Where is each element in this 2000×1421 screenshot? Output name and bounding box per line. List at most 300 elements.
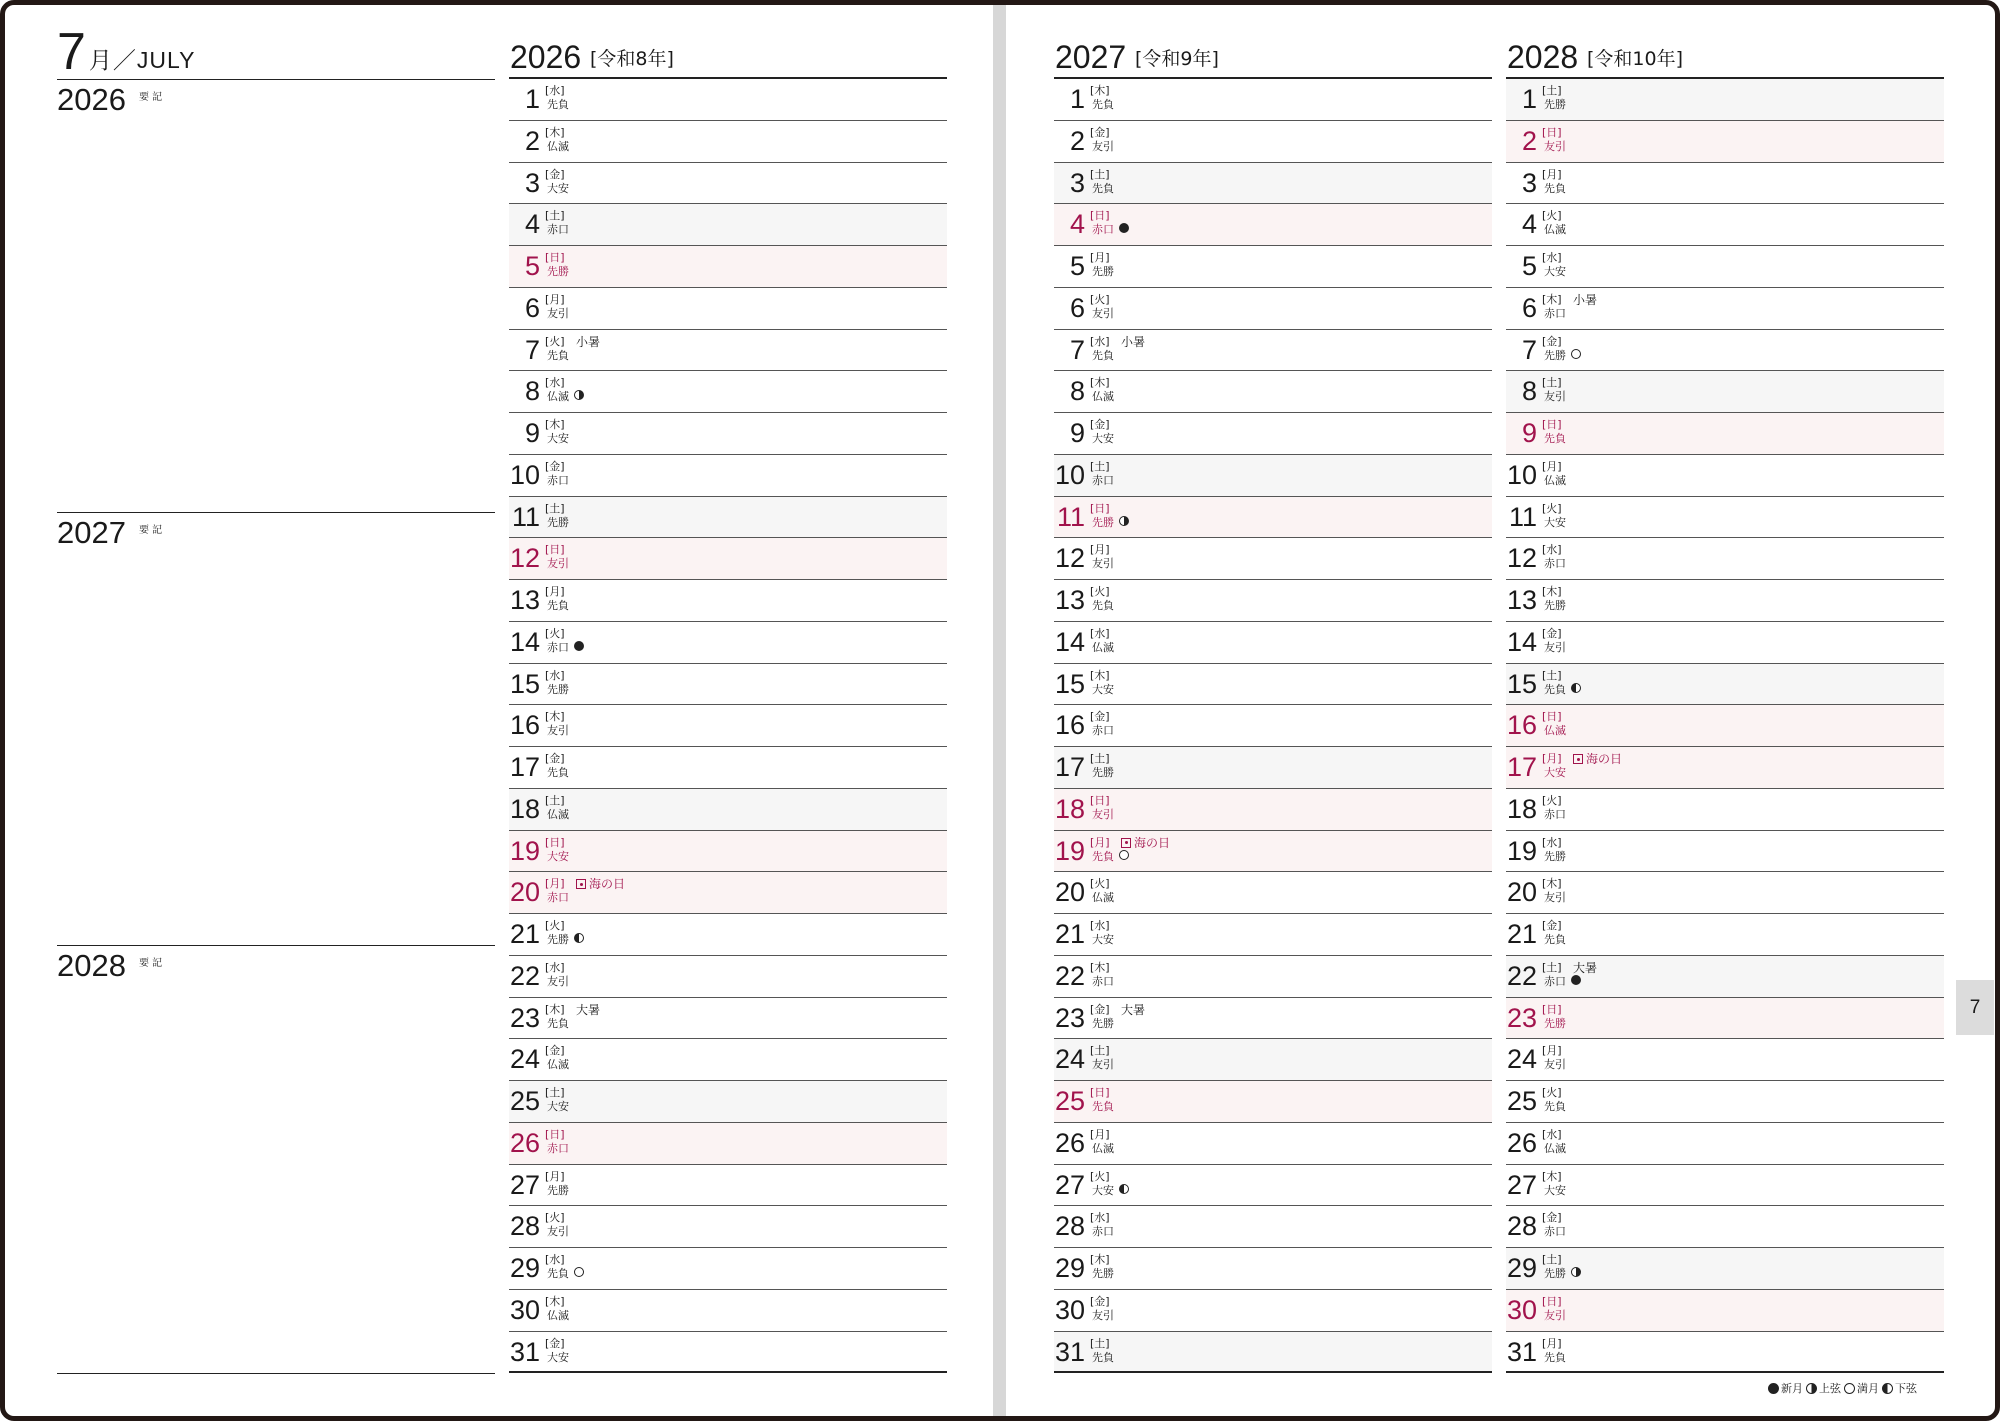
weekday: [水] [1090, 1211, 1110, 1225]
day-number: 25 [1054, 1086, 1085, 1116]
seasonal-term [1121, 1003, 1145, 1017]
day-row[interactable] [509, 1206, 947, 1248]
day-number: 23 [1054, 1002, 1085, 1033]
rokuyo: 大安 [1544, 265, 1566, 278]
rokuyo: 赤口 [547, 1141, 569, 1155]
rokuyo: 友引 [1544, 390, 1566, 404]
day-row[interactable] [1054, 246, 1492, 288]
first-quarter-moon-icon [1571, 1267, 1581, 1277]
weekday: [日] [545, 1127, 565, 1141]
day-row[interactable] [509, 246, 947, 288]
first-quarter-moon-icon [574, 390, 584, 400]
day-row[interactable] [509, 413, 947, 455]
day-number: 26 [509, 1127, 540, 1158]
day-row[interactable] [1054, 998, 1492, 1040]
day-row[interactable] [1054, 121, 1492, 163]
weekday: [火] [1542, 793, 1562, 807]
day-row[interactable] [1054, 664, 1492, 706]
column-header [1054, 40, 1492, 79]
day-number: 28 [509, 1211, 540, 1242]
rokuyo: 友引 [1092, 139, 1114, 153]
day-row[interactable] [1506, 914, 1944, 956]
rokuyo: 赤口 [1092, 1225, 1114, 1239]
weekday: [火] [545, 1211, 565, 1225]
day-row[interactable] [1506, 998, 1944, 1040]
weekday: [日] [545, 835, 565, 849]
weekday: [土] [1090, 459, 1110, 473]
day-row[interactable] [509, 747, 947, 789]
rokuyo: 先勝 [1092, 1016, 1114, 1030]
day-row[interactable] [1506, 1039, 1944, 1081]
day-row[interactable] [1054, 1081, 1492, 1123]
day-row[interactable] [509, 204, 947, 246]
day-number: 20 [1054, 877, 1085, 908]
day-row[interactable] [1054, 163, 1492, 205]
rokuyo: 友引 [547, 1225, 569, 1239]
day-row[interactable] [1506, 1332, 1944, 1374]
rokuyo: 先勝 [547, 1183, 569, 1197]
day-row[interactable] [509, 79, 947, 121]
day-row[interactable] [1054, 204, 1492, 246]
weekday: [土] [1542, 1253, 1562, 1266]
day-row[interactable] [509, 1290, 947, 1332]
day-row[interactable] [509, 1081, 947, 1123]
rokuyo: 先負 [1092, 849, 1114, 863]
legend-label: 上弦 [1819, 1382, 1841, 1395]
day-number: 19 [1506, 835, 1537, 866]
weekday: [火] [1090, 877, 1110, 891]
day-row[interactable] [1506, 664, 1944, 706]
day-row[interactable] [509, 622, 947, 664]
day-row[interactable] [509, 1248, 947, 1290]
day-row[interactable] [1054, 622, 1492, 664]
day-number: 23 [1506, 1002, 1537, 1033]
weekday: [水] [545, 1253, 565, 1266]
event-text: 海の日 [589, 877, 626, 892]
rokuyo: 赤口 [547, 473, 569, 487]
day-row[interactable] [1506, 246, 1944, 288]
day-row[interactable] [509, 538, 947, 580]
rokuyo: 先負 [1092, 348, 1114, 362]
rokuyo: 先負 [1544, 1100, 1566, 1113]
day-row[interactable] [509, 163, 947, 205]
event-text: 大暑 [576, 1002, 601, 1017]
weekday: [木] [1090, 668, 1110, 682]
month-index-tab[interactable]: 7 [1956, 980, 1994, 1035]
day-number: 14 [509, 626, 540, 657]
day-number: 4 [1069, 209, 1085, 240]
day-row[interactable] [1054, 413, 1492, 455]
day-row[interactable] [509, 1165, 947, 1207]
legend-item [1806, 1380, 1841, 1396]
day-number: 15 [1054, 668, 1085, 699]
day-number: 24 [509, 1044, 540, 1075]
rokuyo: 赤口 [1544, 1225, 1566, 1239]
day-number: 16 [1054, 710, 1085, 741]
day-row[interactable] [1506, 538, 1944, 580]
national-holiday-icon [1121, 838, 1131, 848]
day-row[interactable] [1054, 831, 1492, 873]
weekday: [火] [1090, 292, 1110, 306]
day-row[interactable] [1506, 1123, 1944, 1165]
national-holiday-icon [1573, 754, 1583, 764]
day-row[interactable] [1506, 580, 1944, 622]
day-row[interactable] [1506, 455, 1944, 497]
day-number: 12 [509, 543, 540, 574]
day-number: 10 [509, 459, 540, 490]
day-row[interactable] [1506, 1290, 1944, 1332]
day-number: 3 [1069, 167, 1085, 198]
notes-section-2027[interactable] [57, 512, 495, 945]
first-quarter-moon-icon [1806, 1383, 1817, 1394]
weekday: [木] [545, 1002, 565, 1016]
column-era: [令和9年] [1135, 48, 1219, 70]
rokuyo: 仏滅 [1092, 891, 1114, 905]
day-number: 13 [509, 585, 540, 615]
month-number: 7 [57, 23, 86, 81]
day-row[interactable] [509, 371, 947, 413]
rokuyo: 大安 [547, 432, 569, 445]
day-number: 27 [1506, 1169, 1537, 1200]
day-number: 27 [1054, 1169, 1085, 1200]
day-row[interactable] [1506, 371, 1944, 413]
day-number: 21 [1054, 919, 1085, 949]
rokuyo: 先負 [1544, 432, 1566, 445]
rokuyo: 仏滅 [547, 139, 569, 153]
full-moon-icon [1571, 349, 1581, 359]
event-text: 海の日 [1586, 752, 1623, 766]
weekday: [金] [1090, 418, 1110, 431]
weekday: [月] [545, 877, 565, 891]
day-row[interactable] [1506, 204, 1944, 246]
rokuyo: 先負 [1544, 1350, 1566, 1364]
notes-bottom-rule [57, 1373, 495, 1374]
notes-section-2028[interactable] [57, 945, 495, 1378]
seasonal-term [1121, 335, 1145, 349]
weekday: [火] [545, 919, 565, 932]
weekday: [木] [1542, 877, 1562, 891]
rokuyo: 赤口 [1544, 557, 1566, 571]
day-row[interactable] [1054, 872, 1492, 914]
day-number: 24 [1054, 1044, 1085, 1075]
day-row[interactable] [1506, 956, 1944, 998]
rokuyo: 友引 [1092, 1058, 1114, 1072]
event-text: 大暑 [1573, 960, 1598, 975]
day-row[interactable] [509, 831, 947, 873]
new-moon-icon [574, 641, 584, 651]
notes-year: 2028 [57, 948, 126, 983]
weekday: [金] [545, 752, 565, 765]
weekday: [金] [1090, 125, 1110, 139]
day-row[interactable] [1054, 1332, 1492, 1374]
day-row[interactable] [509, 455, 947, 497]
rokuyo: 赤口 [1092, 724, 1114, 738]
rokuyo: 大安 [547, 1350, 569, 1364]
day-number: 5 [1069, 251, 1085, 281]
day-row[interactable] [1506, 1248, 1944, 1290]
day-row[interactable] [1506, 622, 1944, 664]
rokuyo: 大安 [1544, 766, 1566, 779]
event-text: 海の日 [1134, 835, 1171, 850]
day-row[interactable] [1506, 872, 1944, 914]
rokuyo: 先負 [547, 98, 569, 111]
day-number: 4 [1521, 209, 1537, 240]
day-row[interactable] [1506, 1206, 1944, 1248]
day-number: 14 [1506, 626, 1537, 657]
day-row[interactable] [1054, 538, 1492, 580]
day-row[interactable] [1054, 1123, 1492, 1165]
rokuyo: 先勝 [547, 933, 569, 946]
column-year: 2026 [510, 39, 582, 75]
notes-year: 2026 [57, 82, 126, 117]
day-number: 16 [509, 710, 540, 741]
day-row[interactable] [1054, 1290, 1492, 1332]
rokuyo: 先勝 [547, 682, 569, 696]
book-spine [993, 5, 1006, 1416]
weekday: [木] [1542, 1169, 1562, 1183]
day-row[interactable] [509, 872, 947, 914]
rokuyo: 友引 [547, 557, 569, 571]
seasonal-term [576, 1003, 600, 1017]
weekday: [土] [1542, 84, 1562, 97]
legend-label: 満月 [1857, 1382, 1879, 1395]
weekday: [木] [545, 125, 565, 139]
rokuyo: 友引 [547, 306, 569, 320]
day-number: 17 [509, 752, 540, 782]
day-number: 26 [1506, 1127, 1537, 1158]
rokuyo: 友引 [1092, 557, 1114, 571]
weekday: [金] [1542, 919, 1562, 932]
rokuyo: 友引 [547, 724, 569, 738]
day-number: 6 [1069, 292, 1085, 323]
day-row[interactable] [509, 789, 947, 831]
day-number: 1 [1521, 84, 1537, 114]
day-row[interactable] [1506, 121, 1944, 163]
day-row[interactable] [1506, 497, 1944, 539]
day-row[interactable] [1054, 1165, 1492, 1207]
day-row[interactable] [1506, 1165, 1944, 1207]
rokuyo: 先負 [547, 766, 569, 779]
rokuyo: 大安 [1544, 515, 1566, 529]
day-row[interactable] [509, 914, 947, 956]
full-moon-icon [1844, 1383, 1855, 1394]
day-number: 5 [524, 251, 540, 281]
notes-section-2026[interactable] [57, 79, 495, 512]
day-row[interactable] [1506, 413, 1944, 455]
day-number: 14 [1054, 626, 1085, 657]
weekday: [水] [1542, 835, 1562, 849]
day-number: 27 [509, 1169, 540, 1200]
legend-label: 新月 [1781, 1382, 1803, 1395]
weekday: [水] [545, 960, 565, 974]
day-row[interactable] [1054, 371, 1492, 413]
weekday: [火] [1542, 1086, 1562, 1099]
rokuyo: 先勝 [1544, 98, 1566, 111]
day-row[interactable] [1506, 79, 1944, 121]
day-row[interactable] [1054, 79, 1492, 121]
day-number: 19 [1054, 835, 1085, 866]
day-number: 5 [1521, 251, 1537, 281]
rokuyo: 先負 [1092, 1100, 1114, 1113]
day-number: 11 [1056, 501, 1085, 532]
day-number: 28 [1054, 1211, 1085, 1242]
weekday: [月] [1542, 459, 1562, 473]
event-text: 小暑 [1573, 292, 1598, 307]
day-row[interactable] [1054, 956, 1492, 998]
weekday: [土] [545, 501, 565, 515]
weekday: [土] [545, 209, 565, 223]
day-row[interactable] [1054, 330, 1492, 372]
weekday: [水] [1090, 626, 1110, 640]
day-number: 19 [509, 835, 540, 866]
day-row[interactable] [1054, 705, 1492, 747]
day-row[interactable] [1054, 288, 1492, 330]
rokuyo: 先勝 [1092, 766, 1114, 779]
rokuyo: 友引 [1092, 807, 1114, 821]
weekday: [日] [1090, 209, 1110, 223]
day-number: 2 [524, 125, 540, 156]
weekday: [木] [1090, 376, 1110, 390]
day-number: 21 [1506, 919, 1537, 949]
weekday: [木] [1542, 585, 1562, 598]
weekday: [火] [545, 626, 565, 640]
day-row[interactable] [1054, 789, 1492, 831]
holiday-name [576, 877, 625, 891]
day-number: 8 [1521, 376, 1537, 407]
day-number: 7 [1069, 334, 1085, 365]
day-number: 29 [509, 1253, 540, 1283]
weekday: [土] [1542, 376, 1562, 390]
day-number: 30 [1054, 1294, 1085, 1325]
day-row[interactable] [509, 1332, 947, 1374]
weekday: [月] [1090, 251, 1110, 264]
rokuyo: 大安 [547, 849, 569, 863]
rokuyo: 赤口 [1092, 473, 1114, 487]
day-row[interactable] [1506, 288, 1944, 330]
rokuyo: 先勝 [1544, 1267, 1566, 1280]
weekday: [金] [1090, 1002, 1110, 1016]
day-row[interactable] [509, 664, 947, 706]
day-number: 30 [1506, 1294, 1537, 1325]
day-number: 17 [1054, 752, 1085, 782]
weekday: [火] [1542, 501, 1562, 515]
last-quarter-moon-icon [1571, 683, 1581, 693]
weekday: [水] [545, 668, 565, 682]
day-row[interactable] [1054, 1206, 1492, 1248]
day-row[interactable] [509, 998, 947, 1040]
weekday: [月] [545, 292, 565, 306]
rokuyo: 赤口 [547, 223, 569, 237]
day-row[interactable] [1054, 580, 1492, 622]
notes-tag: 要 記 [139, 958, 163, 969]
rokuyo: 赤口 [547, 640, 569, 654]
weekday: [日] [1542, 418, 1562, 431]
rokuyo: 仏滅 [547, 807, 569, 821]
weekday: [日] [545, 543, 565, 557]
column-era: [令和10年] [1587, 48, 1684, 70]
rokuyo: 先負 [1092, 599, 1114, 612]
rokuyo: 先負 [547, 1016, 569, 1030]
day-row[interactable] [509, 956, 947, 998]
day-number: 6 [1521, 292, 1537, 323]
day-row[interactable] [1054, 455, 1492, 497]
first-quarter-moon-icon [1119, 516, 1129, 526]
day-row[interactable] [1506, 831, 1944, 873]
day-row[interactable] [1054, 1248, 1492, 1290]
day-row[interactable] [1506, 1081, 1944, 1123]
rokuyo: 赤口 [1544, 974, 1566, 988]
day-row[interactable] [509, 288, 947, 330]
day-number: 11 [511, 501, 540, 532]
calendar-column-2028 [1506, 40, 1944, 1373]
day-number: 12 [1506, 543, 1537, 574]
day-row[interactable] [1506, 789, 1944, 831]
day-list [1506, 79, 1944, 1373]
day-number: 13 [1054, 585, 1085, 615]
day-list [1054, 79, 1492, 1373]
rokuyo: 仏滅 [547, 1308, 569, 1322]
weekday: [日] [545, 251, 565, 264]
day-number: 2 [1069, 125, 1085, 156]
legend-item [1844, 1380, 1879, 1396]
rokuyo: 仏滅 [1092, 640, 1114, 654]
day-number: 20 [509, 877, 540, 908]
day-number: 24 [1506, 1044, 1537, 1075]
rokuyo: 先勝 [1544, 1016, 1566, 1030]
day-row[interactable] [1054, 1039, 1492, 1081]
weekday: [金] [545, 459, 565, 473]
day-row[interactable] [509, 580, 947, 622]
day-row[interactable] [1506, 705, 1944, 747]
day-row[interactable] [1506, 330, 1944, 372]
weekday: [月] [545, 1169, 565, 1183]
day-row[interactable] [1506, 163, 1944, 205]
day-row[interactable] [509, 705, 947, 747]
rokuyo: 赤口 [1092, 974, 1114, 988]
weekday: [金] [1090, 1294, 1110, 1308]
day-row[interactable] [509, 1123, 947, 1165]
rokuyo: 友引 [1544, 1058, 1566, 1072]
weekday: [土] [1090, 1336, 1110, 1350]
rokuyo: 仏滅 [1544, 473, 1566, 487]
day-row[interactable] [509, 121, 947, 163]
notes-panel [57, 79, 495, 1377]
day-row[interactable] [1054, 497, 1492, 539]
holiday-name [1573, 752, 1622, 766]
day-number: 29 [1054, 1253, 1085, 1283]
rokuyo: 先勝 [1544, 348, 1566, 362]
legend-item [1882, 1380, 1917, 1396]
weekday: [金] [545, 1044, 565, 1058]
moon-phase-legend [1765, 1380, 1917, 1397]
rokuyo: 仏滅 [547, 390, 569, 404]
day-row[interactable] [509, 1039, 947, 1081]
day-number: 30 [509, 1294, 540, 1325]
rokuyo: 先勝 [1092, 515, 1114, 529]
day-number: 3 [1521, 167, 1537, 198]
day-row[interactable] [1506, 747, 1944, 789]
weekday: [月] [545, 585, 565, 598]
day-row[interactable] [1054, 914, 1492, 956]
day-row[interactable] [1054, 747, 1492, 789]
weekday: [日] [1090, 501, 1110, 515]
rokuyo: 仏滅 [1092, 1141, 1114, 1155]
day-row[interactable] [509, 497, 947, 539]
rokuyo: 先勝 [1092, 1267, 1114, 1280]
day-number: 15 [1506, 668, 1537, 699]
rokuyo: 先負 [547, 1267, 569, 1280]
day-row[interactable] [509, 330, 947, 372]
